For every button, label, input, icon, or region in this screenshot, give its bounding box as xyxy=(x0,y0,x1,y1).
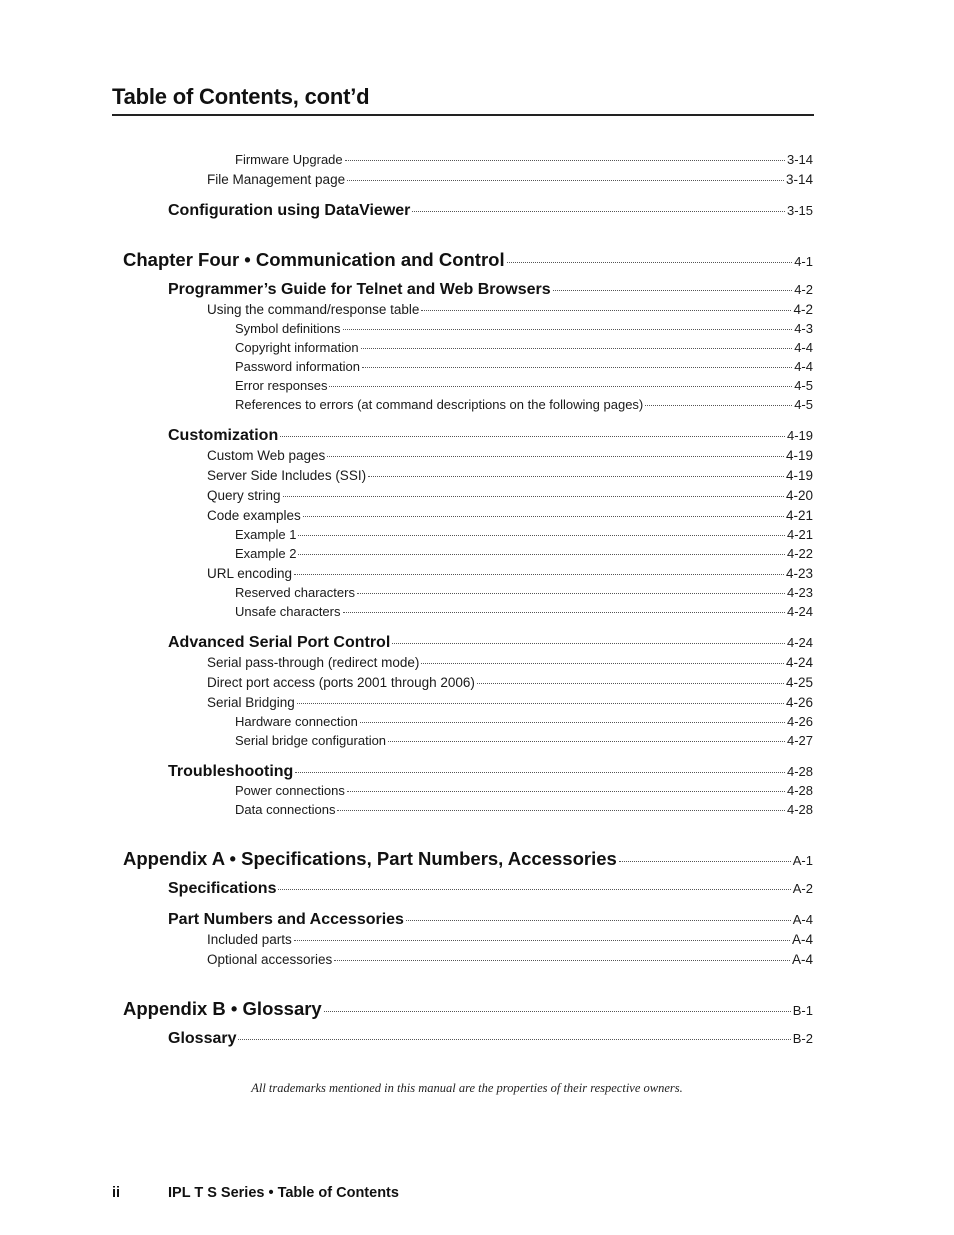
toc-entry-page: 4-1 xyxy=(794,254,813,269)
toc-entry-title: Appendix B • Glossary xyxy=(123,998,322,1019)
toc-entry-page: 3-14 xyxy=(785,172,813,187)
toc-entry-page: 4-5 xyxy=(794,397,813,412)
toc-entry-page: 4-5 xyxy=(794,378,813,393)
toc-entry-page: 3-15 xyxy=(786,203,813,218)
toc-entry-page: 4-19 xyxy=(785,448,813,463)
toc-entry xyxy=(207,952,813,967)
dot-leader xyxy=(645,405,792,406)
toc-entry-page: A-4 xyxy=(791,932,813,947)
toc-entry xyxy=(235,340,813,355)
dot-leader xyxy=(327,456,784,457)
toc-entry xyxy=(168,634,813,652)
dot-leader xyxy=(361,348,793,349)
toc-entry-title: Serial bridge configuration xyxy=(235,733,387,748)
toc-entry xyxy=(235,321,813,336)
toc-entry xyxy=(235,783,813,798)
dot-leader xyxy=(295,772,785,773)
toc-entry-page: A-2 xyxy=(792,881,813,896)
dot-leader xyxy=(294,940,790,941)
toc-entry-title: Error responses xyxy=(235,378,328,393)
dot-leader xyxy=(343,612,785,613)
toc-entry xyxy=(235,733,813,748)
toc-entry-page: 3-14 xyxy=(786,152,813,167)
dot-leader xyxy=(294,574,784,575)
toc-entry xyxy=(235,714,813,729)
toc-entry-page: B-1 xyxy=(792,1003,813,1018)
toc-entry-page: 4-4 xyxy=(794,340,813,355)
toc-chapter-entry xyxy=(123,848,813,870)
dot-leader xyxy=(357,593,785,594)
toc-entry-title: Example 2 xyxy=(235,546,297,561)
toc-entry xyxy=(235,604,813,619)
toc-entry-title: Firmware Upgrade xyxy=(235,152,343,167)
toc-entry-title: Copyright information xyxy=(235,340,359,355)
toc-entry xyxy=(207,488,813,503)
dot-leader xyxy=(619,861,791,862)
toc-entry-page: A-4 xyxy=(791,952,813,967)
toc-entry-title: Server Side Includes (SSI) xyxy=(207,468,367,483)
dot-leader xyxy=(238,1039,790,1040)
toc-entry-page: 4-24 xyxy=(785,655,813,670)
toc-chapter-entry xyxy=(123,249,813,271)
toc-entry-title: Using the command/response table xyxy=(207,302,420,317)
dot-leader xyxy=(278,889,790,890)
toc-entry-page: 4-24 xyxy=(786,635,813,650)
toc-entry-title: Direct port access (ports 2001 through 2006) xyxy=(207,675,475,690)
toc-entry xyxy=(207,468,813,483)
toc-entry-title: Reserved characters xyxy=(235,585,355,600)
toc-entry xyxy=(235,585,813,600)
toc-entry xyxy=(235,378,813,393)
page-title: Table of Contents, cont’d xyxy=(112,84,370,109)
dot-leader xyxy=(337,810,785,811)
toc-entry xyxy=(168,202,813,220)
toc-entry-title: Serial Bridging xyxy=(207,695,295,710)
dot-leader xyxy=(362,367,792,368)
dot-leader xyxy=(477,683,784,684)
toc-entry-title: Chapter Four • Communication and Control xyxy=(123,249,505,270)
toc-entry xyxy=(207,302,813,317)
toc-entry-title: Serial pass-through (redirect mode) xyxy=(207,655,420,670)
toc-entry-page: 4-24 xyxy=(786,604,813,619)
toc-entry-page: A-1 xyxy=(792,853,813,868)
toc-entry-page: 4-25 xyxy=(785,675,813,690)
toc-entry-page: 4-26 xyxy=(786,714,813,729)
dot-leader xyxy=(298,535,785,536)
toc-entry xyxy=(207,655,813,670)
toc-entry-page: 4-20 xyxy=(785,488,813,503)
toc-entry xyxy=(207,675,813,690)
toc-entry-page: 4-4 xyxy=(794,359,813,374)
dot-leader xyxy=(347,791,785,792)
toc-entry-page: 4-21 xyxy=(785,508,813,523)
dot-leader xyxy=(368,476,784,477)
dot-leader xyxy=(334,960,790,961)
dot-leader xyxy=(324,1011,791,1012)
dot-leader xyxy=(343,329,793,330)
toc-entry-title: Customization xyxy=(168,427,279,444)
dot-leader xyxy=(406,920,791,921)
toc-entry-title: Code examples xyxy=(207,508,301,523)
toc-entry xyxy=(235,802,813,817)
toc-entry-title: Troubleshooting xyxy=(168,763,294,780)
toc-entry-title: Appendix A • Specifications, Part Numbers, Accessories xyxy=(123,848,617,869)
toc-entry-title: Part Numbers and Accessories xyxy=(168,911,404,928)
toc-entry-title: Data connections xyxy=(235,802,336,817)
toc-entry xyxy=(168,911,813,929)
dot-leader xyxy=(392,643,785,644)
toc-entry-title: File Management page xyxy=(207,172,346,187)
toc-entry xyxy=(235,527,813,542)
toc-entry-title: Included parts xyxy=(207,932,292,947)
toc-entry xyxy=(168,763,813,781)
title-underline xyxy=(112,114,814,116)
dot-leader xyxy=(507,262,793,263)
footer-running-title: IPL T S Series • Table of Contents xyxy=(168,1185,399,1201)
toc-chapter-entry xyxy=(123,998,813,1020)
dot-leader xyxy=(345,160,785,161)
toc-entry-page: 4-19 xyxy=(785,468,813,483)
toc-entry-page: 4-28 xyxy=(786,783,813,798)
dot-leader xyxy=(347,180,784,181)
toc-entry-page: 4-28 xyxy=(786,764,813,779)
dot-leader xyxy=(297,703,784,704)
toc-entry-title: Custom Web pages xyxy=(207,448,326,463)
toc-entry-title: URL encoding xyxy=(207,566,293,581)
dot-leader xyxy=(421,663,784,664)
toc-entry-page: 4-23 xyxy=(785,566,813,581)
dot-leader xyxy=(553,290,793,291)
toc-entry-page: 4-2 xyxy=(793,302,813,317)
footer-page-number: ii xyxy=(112,1185,121,1201)
toc-entry-page: 4-23 xyxy=(786,585,813,600)
toc-entry-page: 4-27 xyxy=(786,733,813,748)
toc-entry-page: 4-22 xyxy=(786,546,813,561)
dot-leader xyxy=(283,496,784,497)
toc-entry xyxy=(207,172,813,187)
toc-entry-page: 4-26 xyxy=(785,695,813,710)
dot-leader xyxy=(412,211,785,212)
toc-entry-title: Hardware connection xyxy=(235,714,358,729)
toc-entry xyxy=(168,427,813,445)
dot-leader xyxy=(329,386,792,387)
trademark-note: All trademarks mentioned in this manual are the properties of their respective owners. xyxy=(251,1081,683,1095)
toc-entry-title: Programmer’s Guide for Telnet and Web Browsers xyxy=(168,281,551,298)
dot-leader xyxy=(360,722,785,723)
toc-entry xyxy=(168,880,813,898)
toc-entry-title: Advanced Serial Port Control xyxy=(168,634,391,651)
toc-entry xyxy=(207,566,813,581)
toc-entry xyxy=(207,932,813,947)
toc-entry-title: Query string xyxy=(207,488,281,503)
toc-entry-page: 4-19 xyxy=(786,428,813,443)
toc-entry xyxy=(235,359,813,374)
toc-entry-page: 4-28 xyxy=(786,802,813,817)
toc-entry xyxy=(235,546,813,561)
toc-entry xyxy=(235,397,813,412)
toc-entry-title: Symbol definitions xyxy=(235,321,341,336)
dot-leader xyxy=(298,554,785,555)
toc-entry-page: A-4 xyxy=(792,912,813,927)
toc-entry xyxy=(207,508,813,523)
dot-leader xyxy=(280,436,785,437)
toc-entry-page: 4-21 xyxy=(786,527,813,542)
toc-entry-title: Example 1 xyxy=(235,527,297,542)
toc-entry xyxy=(168,281,813,299)
dot-leader xyxy=(388,741,785,742)
toc-entry-page: B-2 xyxy=(792,1031,813,1046)
toc-entry xyxy=(207,695,813,710)
dot-leader xyxy=(303,516,784,517)
toc-entry-title: Unsafe characters xyxy=(235,604,341,619)
toc-entry-page: 4-2 xyxy=(794,282,813,297)
toc-entry-title: Specifications xyxy=(168,880,277,897)
toc-entry-title: Password information xyxy=(235,359,360,374)
toc-entry xyxy=(168,1030,813,1048)
toc-entry-title: References to errors (at command descriptions on the following pages) xyxy=(235,397,644,412)
toc-entry-title: Configuration using DataViewer xyxy=(168,202,411,219)
toc-entry-page: 4-3 xyxy=(794,321,813,336)
toc-entry xyxy=(207,448,813,463)
toc-entry-title: Glossary xyxy=(168,1030,237,1047)
toc-entry xyxy=(235,152,813,167)
toc-entry-title: Power connections xyxy=(235,783,345,798)
toc-entry-title: Optional accessories xyxy=(207,952,333,967)
dot-leader xyxy=(421,310,791,311)
